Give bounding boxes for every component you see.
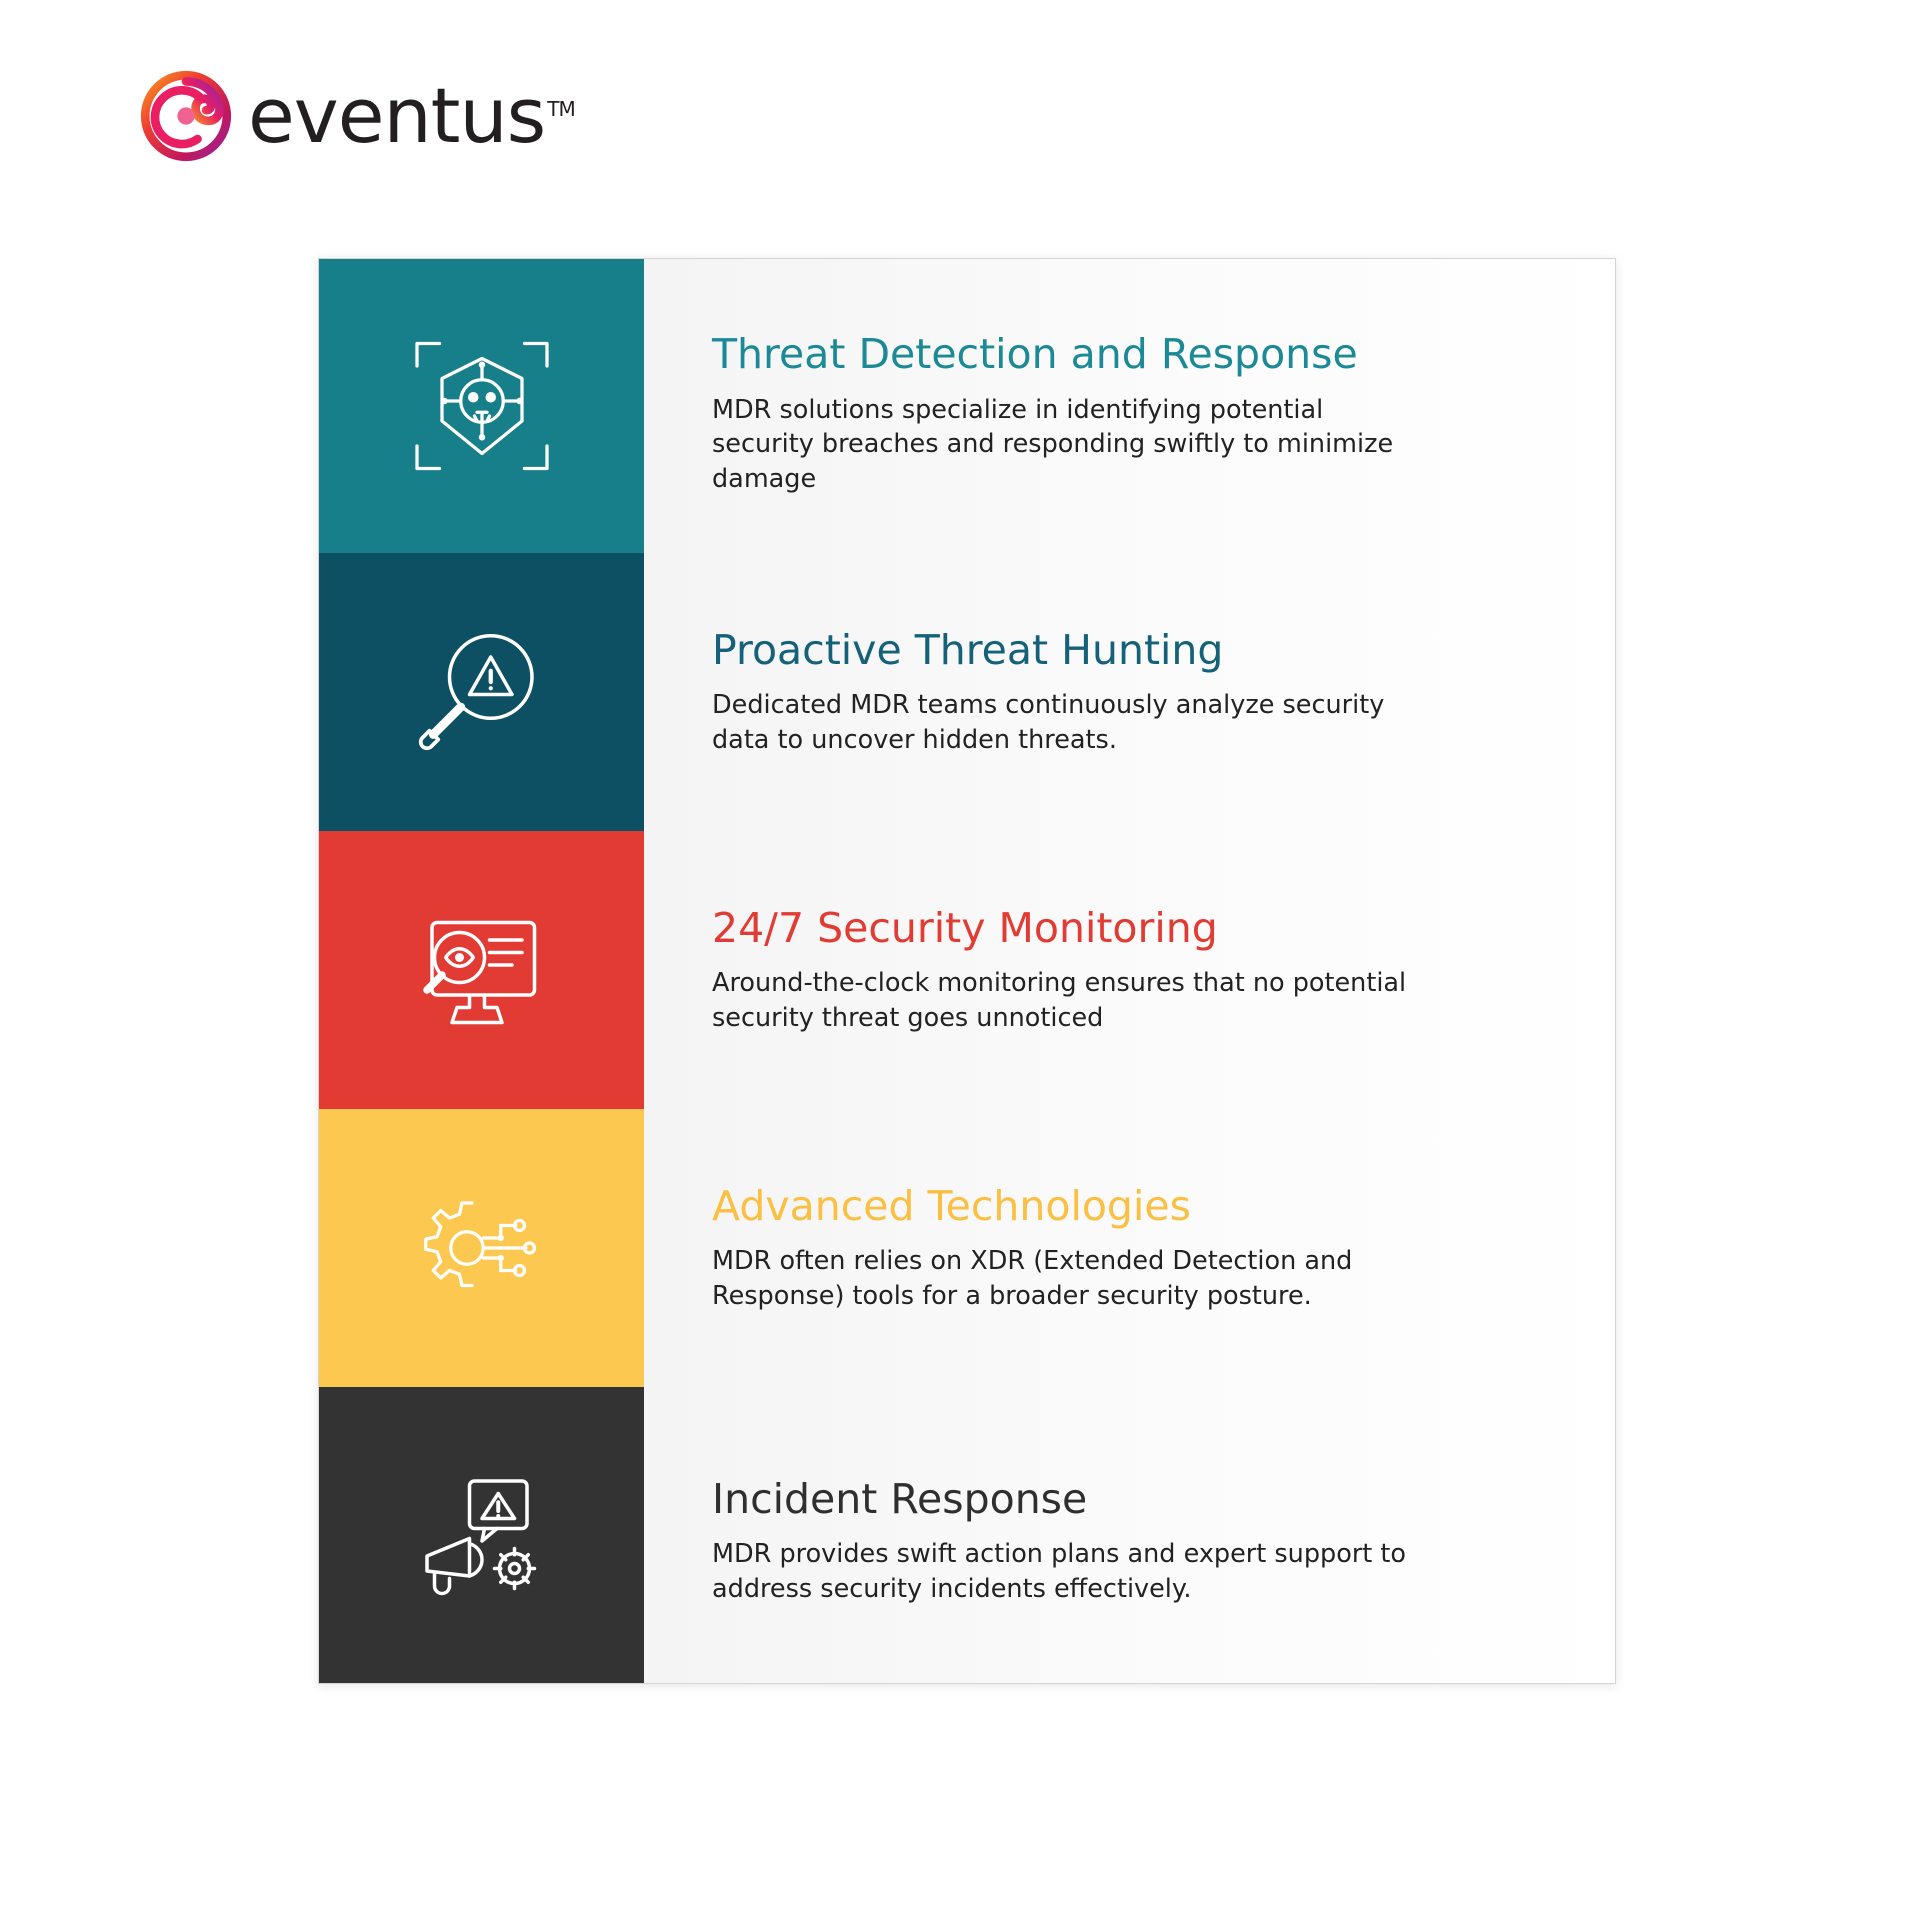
- feature-icon-panel: [319, 259, 644, 553]
- feature-row-threat-detection: [319, 259, 1615, 553]
- feature-description: MDR often relies on XDR (Extended Detection and Response) tools for a broader security posture.: [712, 1245, 1353, 1311]
- feature-title: Threat Detection and Response: [712, 330, 1358, 379]
- feature-icon-panel: [319, 1387, 644, 1684]
- feature-row-advanced-technologies: [319, 1109, 1615, 1387]
- feature-title: 24/7 Security Monitoring: [712, 903, 1218, 952]
- feature-row-threat-hunting: [319, 553, 1615, 831]
- monitor-eye-magnifier-icon: [407, 895, 557, 1045]
- feature-description: MDR solutions specialize in identifying potential security breaches and responding swiftly to minimize damage: [712, 394, 1394, 494]
- magnifier-alert-icon: [407, 617, 557, 767]
- feature-text-panel: [644, 259, 1615, 553]
- feature-icon-panel: [319, 831, 644, 1109]
- feature-title: Advanced Technologies: [712, 1181, 1191, 1230]
- feature-text-panel: [644, 1387, 1615, 1684]
- mdr-features-card: [318, 258, 1616, 1684]
- gear-circuit-icon: [407, 1173, 557, 1323]
- feature-row-incident-response: [319, 1387, 1615, 1684]
- threat-target-skull-icon: [407, 331, 557, 481]
- feature-text-panel: [644, 1109, 1615, 1387]
- feature-description: MDR provides swift action plans and expert support to address security incidents effectively.: [712, 1538, 1407, 1604]
- brand-trademark: TM: [547, 96, 575, 121]
- brand-name: eventus: [248, 71, 546, 160]
- feature-row-security-monitoring: [319, 831, 1615, 1109]
- feature-description: Dedicated MDR teams continuously analyze security data to uncover hidden threats.: [712, 689, 1385, 755]
- feature-text-panel: [644, 831, 1615, 1109]
- megaphone-alert-gear-icon: [407, 1461, 557, 1611]
- feature-title: Incident Response: [712, 1474, 1088, 1523]
- brand-logo: [138, 68, 575, 164]
- eventus-swirl-logo-icon: [138, 68, 234, 164]
- feature-title: Proactive Threat Hunting: [712, 625, 1224, 674]
- brand-wordmark: [248, 71, 575, 160]
- feature-icon-panel: [319, 553, 644, 831]
- feature-icon-panel: [319, 1109, 644, 1387]
- feature-description: Around-the-clock monitoring ensures that no potential security threat goes unnoticed: [712, 967, 1407, 1033]
- feature-text-panel: [644, 553, 1615, 831]
